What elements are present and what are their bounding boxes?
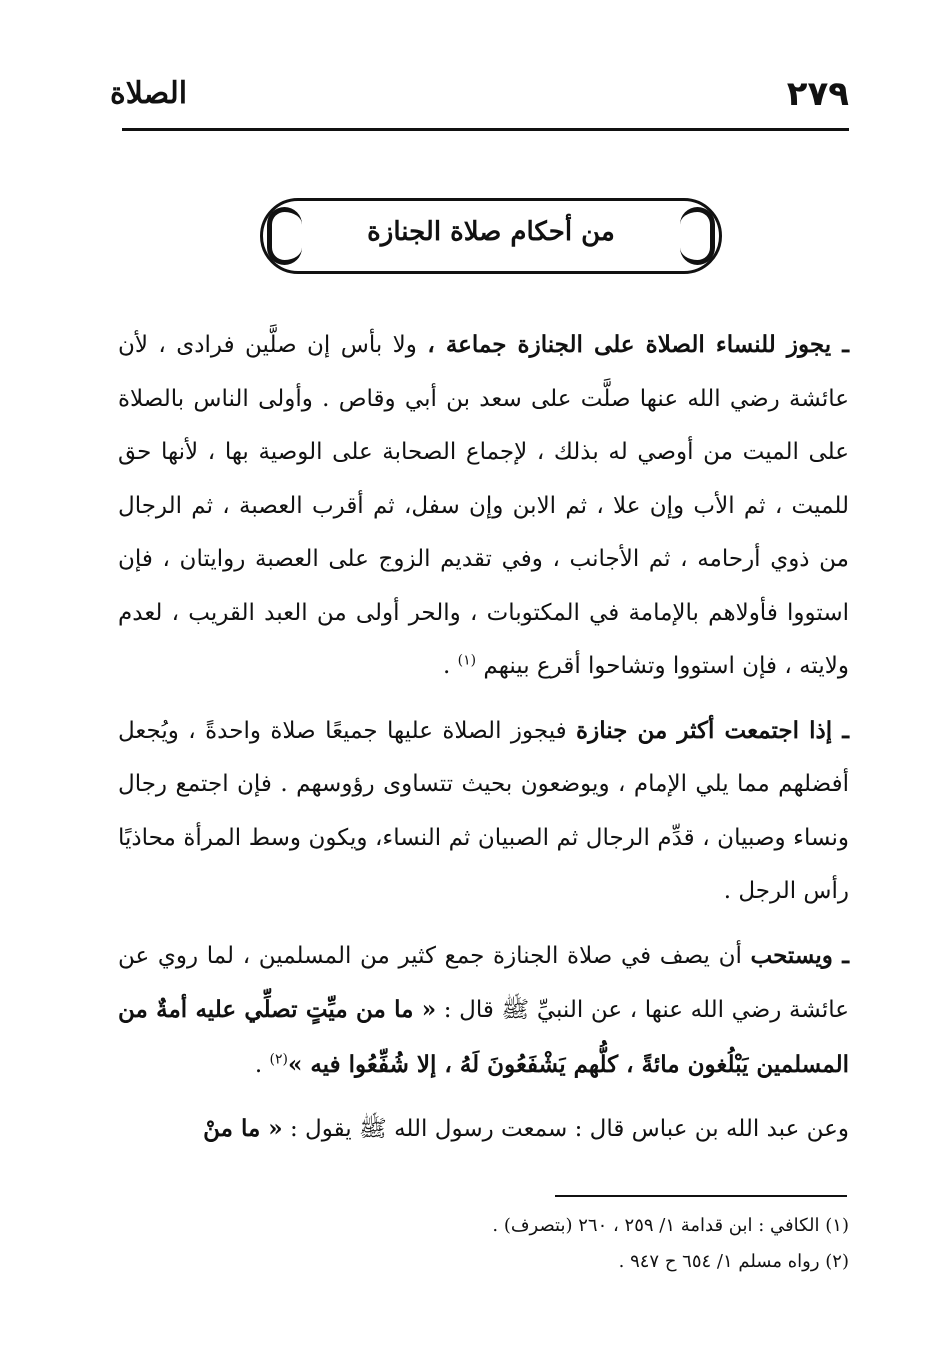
paragraph-lead: ـ إذا اجتمعت أكثر من جنازة xyxy=(576,716,849,744)
paragraph-women-prayer xyxy=(118,318,849,694)
paragraph-lead: ـ ويستحب xyxy=(750,941,849,969)
hadith-quote: « ما منْ xyxy=(203,1115,283,1142)
paragraph-tail: . xyxy=(254,1051,270,1078)
running-title: الصلاة xyxy=(110,76,188,111)
page-header xyxy=(110,72,849,130)
section-title: من أحكام صلاة الجنازة xyxy=(367,217,615,247)
footnote-ref: (١) xyxy=(457,652,477,669)
hadith-quote: « ما من ميِّتٍ تصلِّي عليه أمةٌ من المسلمين يَبْلُغون مائةً ، كلُّهم يَشْفَعُونَ لَهُ ، إلا شُفِّعُوا فيه » xyxy=(118,996,849,1078)
section-title-frame xyxy=(260,198,722,274)
paragraph-multiple-funerals xyxy=(118,704,849,919)
header-rule xyxy=(122,128,849,131)
paragraph-text: وعن عبد الله بن عباس قال : سمعت رسول الله ﷺ يقول : xyxy=(282,1116,849,1142)
paragraph-text: أن يصف في صلاة الجنازة جمع كثير من المسلمين ، لما روي عن عائشة رضي الله عنها ، عن النبيِّ ﷺ قال : xyxy=(118,942,849,1023)
paragraph-text: ولا بأس إن صلَّين فرادى ، لأن عائشة رضي الله عنها صلَّت على سعد بن أبي وقاص . وأولى الناس بالصلاة على الميت من أوصي له بذلك ، لإجماع الصحابة على الوصية بها ، لأنها حق للميت ، ثم الأب وإن علا ، ثم الابن وإن سفل، ثم أقرب العصبة ، ثم الرجال من ذوي أرحامه ، ثم الأجانب ، وفي تقديم الزوج على العصبة روايتان ، فإن استووا فأولاهم بالإمامة في المكتوبات ، والحر أولى من العبد القريب ، لعدم ولايته ، فإن استووا وتشاحوا أقرع بينهم xyxy=(118,332,849,679)
footnotes xyxy=(118,1208,849,1280)
footnote-1: (١) الكافي : ابن قدامة ١/ ٢٥٩ ، ٢٦٠ (بتصرف) . xyxy=(492,1215,849,1236)
footnote-2: (٢) رواه مسلم ١/ ٦٥٤ ح ٩٤٧ . xyxy=(618,1251,849,1272)
paragraph-recommended xyxy=(118,929,849,1093)
footnote-ref: (٢) xyxy=(269,1050,288,1067)
page-number: ٢٧٩ xyxy=(786,74,849,114)
paragraph-tail: . xyxy=(443,653,458,679)
paragraph-lead: ـ يجوز للنساء الصلاة على الجنازة جماعة ، xyxy=(427,331,850,358)
body-text xyxy=(118,318,849,1167)
paragraph-ibn-abbas xyxy=(118,1102,849,1157)
footnote-rule xyxy=(555,1195,847,1197)
paragraph-text: فيجوز الصلاة عليها جميعًا صلاة واحدةً ، ويُجعل أفضلهم مما يلي الإمام ، ويوضعون بحيث تتساوى رؤوسهم . فإن اجتمع رجال ونساء وصبيان ، قدِّم الرجال ثم الصبيان ثم النساء، ويكون وسط المرأة محاذيًا رأس الرجل . xyxy=(118,717,849,904)
